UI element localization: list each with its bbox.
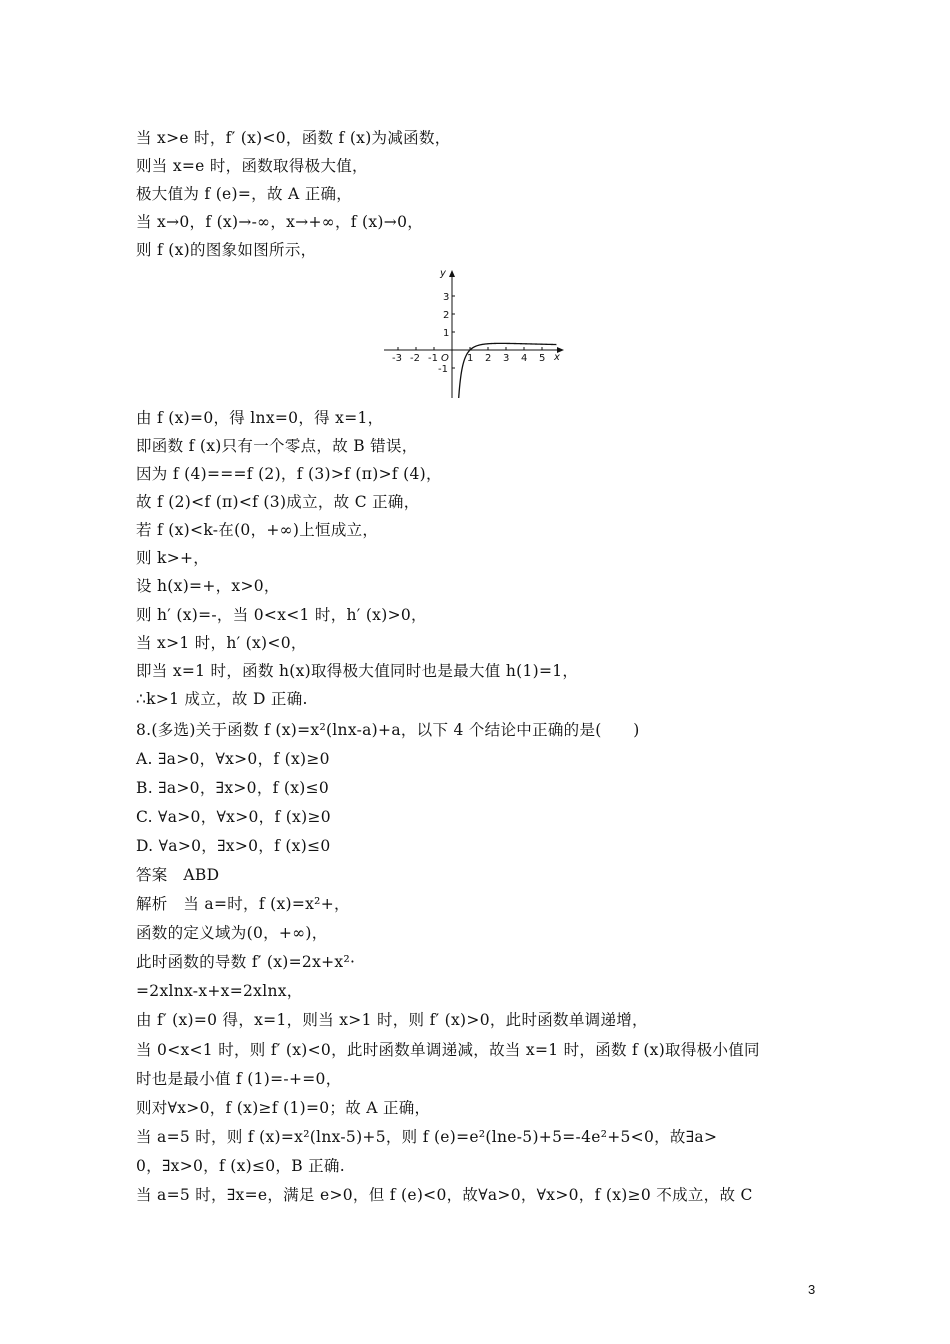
text-line: 则当 x=e 时，函数取得极大值，	[136, 157, 368, 175]
text-line: 因为 f (4)===f (2)，f (3)>f (π)>f (4)，	[136, 465, 442, 483]
text-line: 故 f (2)<f (π)<f (3)成立，故 C 正确，	[136, 493, 420, 511]
text-line: 则 h′ (x)=-，当 0<x<1 时，h′ (x)>0，	[136, 606, 427, 624]
text-line: 由 f′ (x)=0 得，x=1，则当 x>1 时，则 f′ (x)>0，此时函数单调递增，	[136, 1011, 648, 1029]
y-axis-arrow	[449, 270, 455, 277]
text-line: 则对∀x>0，f (x)≥f (1)=0；故 A 正确，	[136, 1099, 431, 1117]
x-tick-label: 1	[467, 353, 474, 364]
text-line: 当 x→0，f (x)→-∞，x→+∞，f (x)→0，	[136, 213, 424, 231]
origin-label: O	[441, 353, 449, 364]
text-line: 即函数 f (x)只有一个零点，故 B 错误，	[136, 437, 418, 455]
text-line: A. ∃a>0，∀x>0，f (x)≥0	[136, 750, 330, 768]
x-tick-label: -3	[392, 353, 402, 364]
text-line: B. ∃a>0，∃x>0，f (x)≤0	[136, 779, 330, 797]
x-tick-label: 3	[503, 353, 510, 364]
y-tick-label: 1	[443, 328, 450, 339]
text-line: 当 x>e 时，f′ (x)<0，函数 f (x)为减函数，	[136, 129, 451, 147]
graph-curve	[458, 343, 556, 398]
text-line: =2xlnx-x+x=2xlnx，	[136, 982, 303, 1000]
text-line: 即当 x=1 时，函数 h(x)取得极大值同时也是最大值 h(1)=1，	[136, 662, 579, 680]
text-line: ∴k>1 成立，故 D 正确.	[136, 690, 308, 708]
y-axis-label: y	[440, 268, 446, 279]
x-axis-label: x	[554, 352, 560, 363]
text-line: 此时函数的导数 f′ (x)=2x+x²·	[136, 953, 356, 971]
x-tick-label: -2	[410, 353, 420, 364]
text-line: D. ∀a>0，∃x>0，f (x)≤0	[136, 837, 331, 855]
text-line: 则 f (x)的图象如图所示，	[136, 241, 317, 259]
text-line: 若 f (x)<k-在(0，+∞)上恒成立，	[136, 521, 379, 539]
text-line: 8.(多选)关于函数 f (x)=x²(lnx-a)+a，以下 4 个结论中正确的是( )	[136, 721, 640, 739]
page-number: 3	[808, 1282, 816, 1297]
text-line: 答案 ABD	[136, 866, 220, 884]
y-tick-label: 3	[443, 292, 450, 303]
tick-labels	[392, 292, 545, 375]
text-line: 解析 当 a=时，f (x)=x²+，	[136, 895, 350, 913]
text-line: 函数的定义域为(0，+∞)，	[136, 924, 328, 942]
text-line: C. ∀a>0，∀x>0，f (x)≥0	[136, 808, 331, 826]
y-tick-label: 2	[443, 310, 450, 321]
x-tick-label: 2	[485, 353, 492, 364]
text-line: 极大值为 f (e)=，故 A 正确，	[136, 185, 353, 203]
x-tick-label: 5	[539, 353, 546, 364]
text-line: 设 h(x)=+，x>0，	[136, 577, 280, 595]
text-line: 当 x>1 时，h′ (x)<0，	[136, 634, 307, 652]
x-tick-label: 4	[521, 353, 528, 364]
text-line: 由 f (x)=0，得 lnx=0，得 x=1，	[136, 409, 384, 427]
text-line: 时也是最小值 f (1)=-+=0，	[136, 1070, 342, 1088]
text-line: 当 a=5 时，则 f (x)=x²(lnx-5)+5，则 f (e)=e²(lne-5)+5=-4e²+5<0，故∃a>	[136, 1128, 718, 1146]
x-tick-label: -1	[428, 353, 438, 364]
text-line: 0，∃x>0，f (x)≤0，B 正确.	[136, 1157, 345, 1175]
text-line: 则 k>+，	[136, 549, 210, 567]
text-line: 当 a=5 时，∃x=e，满足 e>0，但 f (e)<0，故∀a>0，∀x>0，f (x)≥0 不成立，故 C	[136, 1186, 753, 1204]
function-graph	[380, 264, 570, 398]
text-line: 当 0<x<1 时，则 f′ (x)<0，此时函数单调递减，故当 x=1 时，函数 f (x)取得极小值同	[136, 1041, 760, 1059]
y-tick-label: -1	[438, 364, 448, 375]
